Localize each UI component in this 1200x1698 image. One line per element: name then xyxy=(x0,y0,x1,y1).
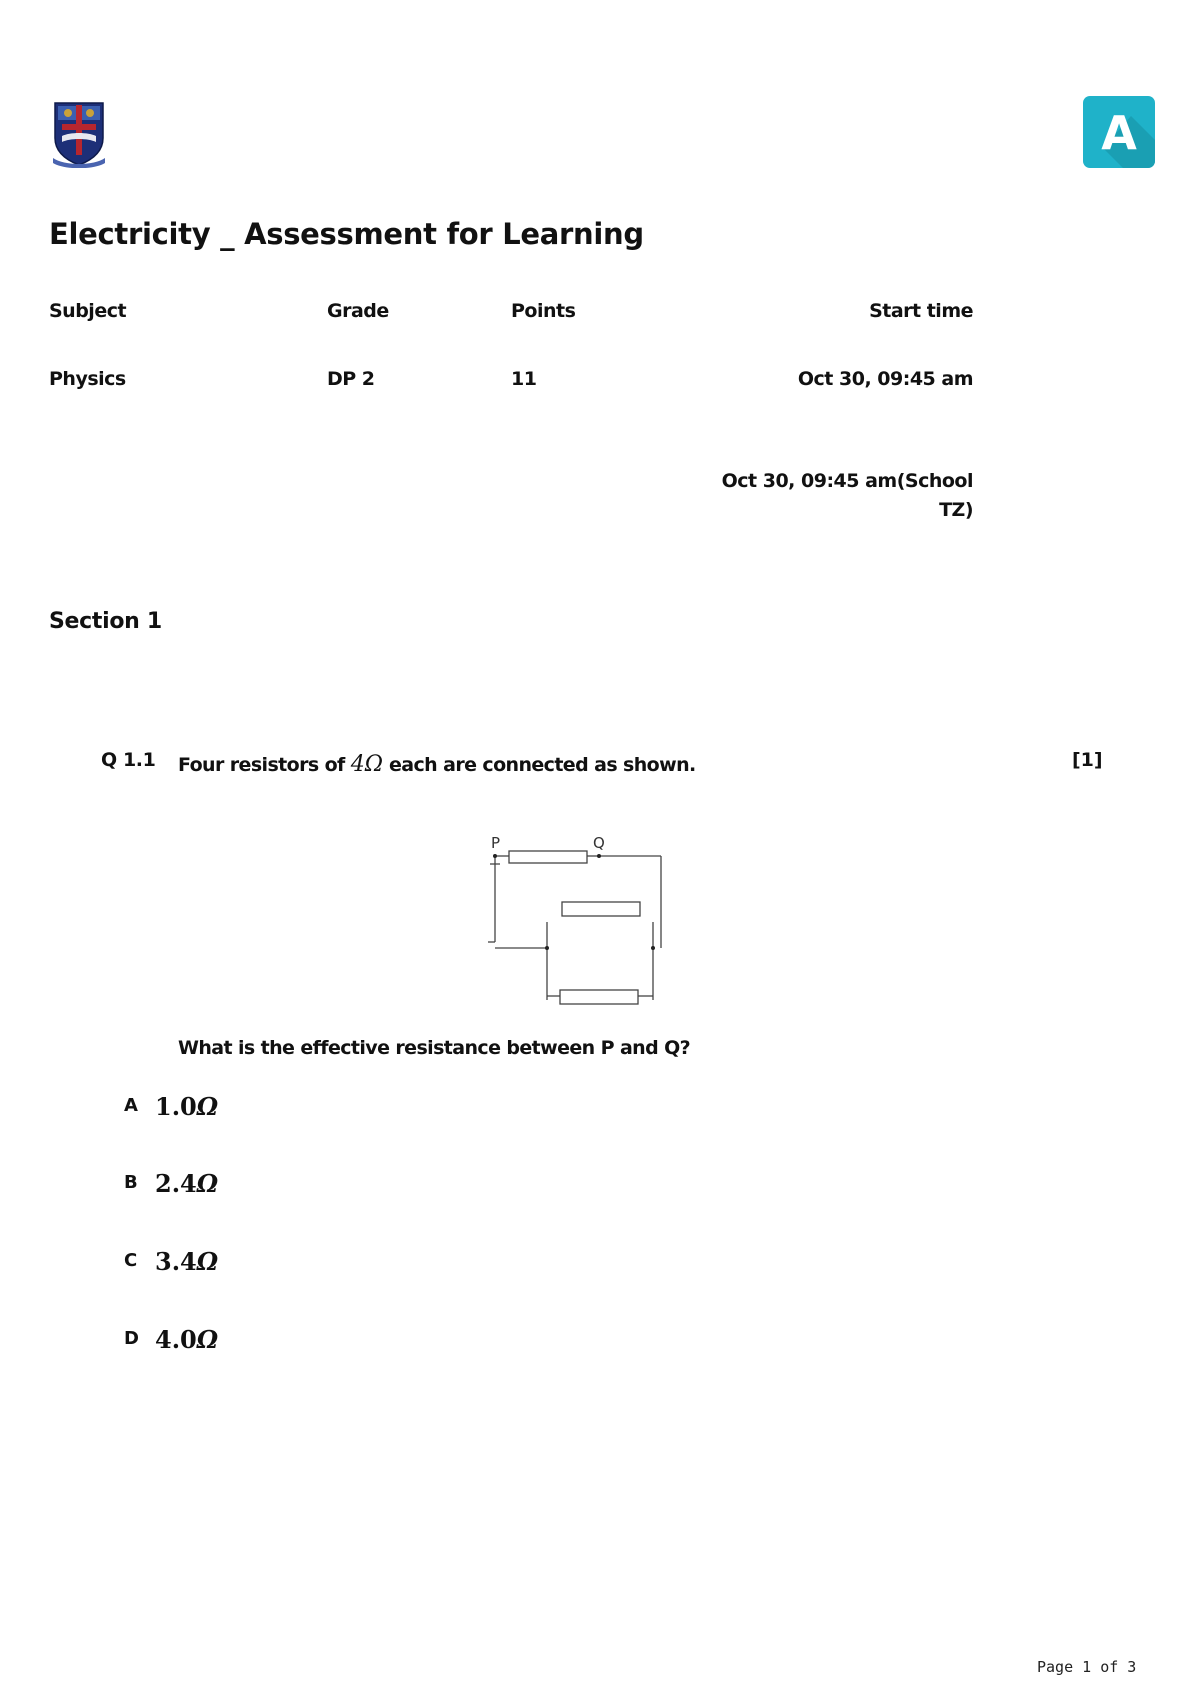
node-p xyxy=(493,854,497,858)
option-b-value[interactable] xyxy=(155,1169,218,1198)
node-q xyxy=(597,854,601,858)
subject-value: Physics xyxy=(49,368,126,390)
question-text-after: each are connected as shown. xyxy=(382,754,696,776)
option-a-letter[interactable]: A xyxy=(124,1095,138,1116)
option-a-number: 1.0 xyxy=(155,1092,197,1121)
question-math: 4Ω xyxy=(350,752,383,777)
node-right-junction xyxy=(651,946,655,950)
option-b-letter[interactable]: B xyxy=(124,1172,138,1193)
question-text xyxy=(178,752,696,777)
grade-label: Grade xyxy=(327,300,389,322)
option-c-value[interactable] xyxy=(155,1247,218,1276)
app-logo-letter: A xyxy=(1101,106,1137,160)
section-title: Section 1 xyxy=(49,609,162,634)
question-prompt: What is the effective resistance between P and Q? xyxy=(178,1037,691,1059)
option-d-unit: Ω xyxy=(196,1325,219,1354)
question-number: Q 1.1 xyxy=(101,749,156,771)
label-p: P xyxy=(491,834,501,852)
option-c-letter[interactable]: C xyxy=(124,1250,138,1271)
subject-label: Subject xyxy=(49,300,127,322)
start-time-school-tz xyxy=(700,467,973,525)
school-crest-logo xyxy=(52,100,106,168)
option-d-letter[interactable]: D xyxy=(124,1328,139,1349)
option-a-unit: Ω xyxy=(196,1092,219,1121)
node-left-junction xyxy=(545,946,549,950)
start-time-label: Start time xyxy=(869,300,973,322)
resistor-bottom xyxy=(560,990,638,1004)
points-label: Points xyxy=(511,300,576,322)
option-b-unit: Ω xyxy=(196,1169,219,1198)
start-time-value: Oct 30, 09:45 am xyxy=(797,368,973,390)
points-value: 11 xyxy=(511,368,537,390)
start-time-school-tz-line2: TZ) xyxy=(939,499,973,521)
resistor-top xyxy=(509,851,587,863)
question-text-before: Four resistors of xyxy=(178,754,351,776)
page-number: Page 1 of 3 xyxy=(1037,1658,1137,1676)
circuit-diagram xyxy=(480,830,670,1005)
option-d-value[interactable] xyxy=(155,1325,218,1354)
grade-value: DP 2 xyxy=(327,368,375,390)
label-q: Q xyxy=(593,834,605,852)
option-a-value[interactable] xyxy=(155,1092,218,1121)
option-c-number: 3.4 xyxy=(155,1247,197,1276)
start-time-school-tz-line1: Oct 30, 09:45 am(School xyxy=(721,470,973,492)
option-d-number: 4.0 xyxy=(155,1325,197,1354)
question-marks: [1] xyxy=(1072,749,1103,771)
option-c-unit: Ω xyxy=(196,1247,219,1276)
option-b-number: 2.4 xyxy=(155,1169,197,1198)
resistor-middle xyxy=(562,902,640,916)
page-title: Electricity _ Assessment for Learning xyxy=(49,217,644,251)
app-logo xyxy=(1083,96,1155,168)
